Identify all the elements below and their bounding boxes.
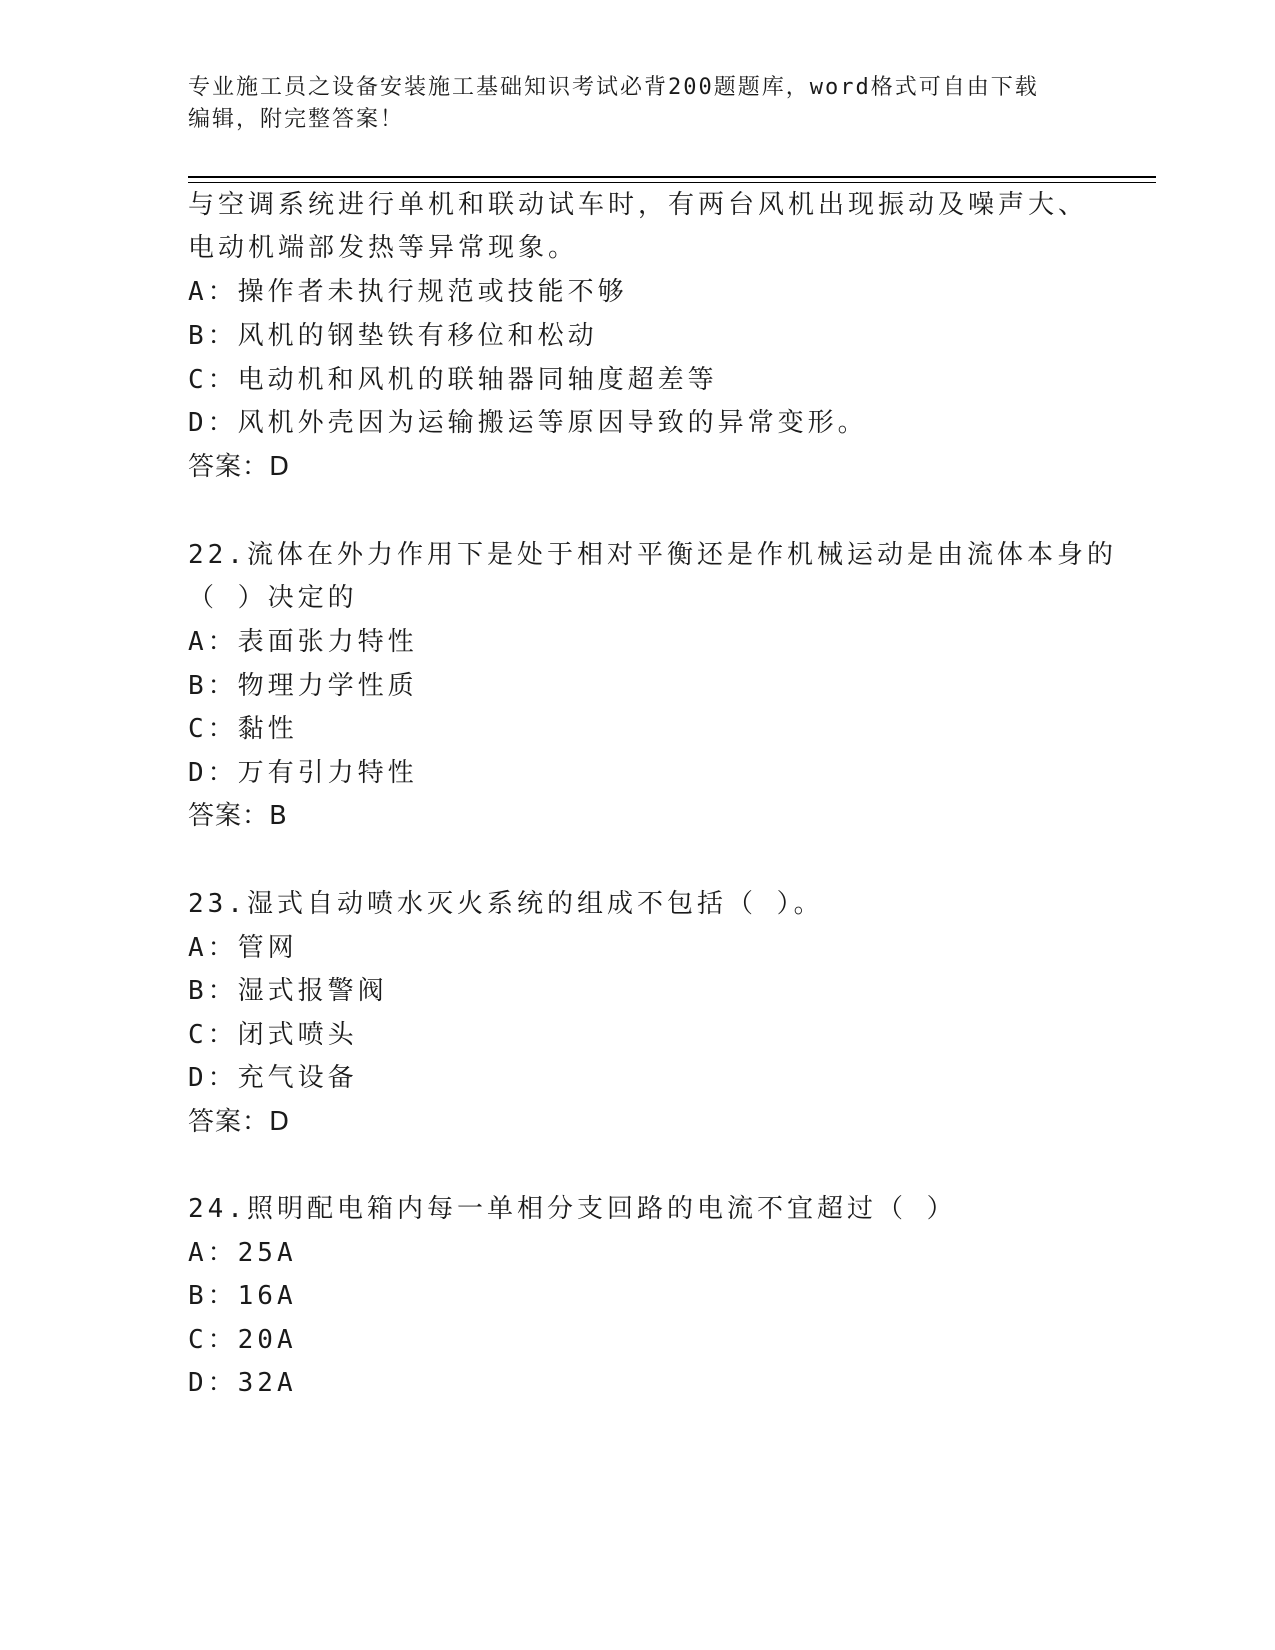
header-divider-thin [188, 182, 1156, 183]
q23-option-c: C：闭式喷头 [188, 1020, 358, 1050]
q22-answer: 答案：B [188, 801, 288, 831]
q22-option-a: A：表面张力特性 [188, 627, 418, 657]
q24-option-d: D：32A [188, 1368, 297, 1398]
q23-option-a: A：管网 [188, 933, 298, 963]
q22-option-c: C：黏性 [188, 714, 298, 744]
q22-option-d: D：万有引力特性 [188, 758, 418, 788]
q24-option-a: A：25A [188, 1238, 297, 1268]
q21-option-c: C：电动机和风机的联轴器同轴度超差等 [188, 365, 718, 395]
header-divider-thick [188, 176, 1156, 178]
q21-stem-line2: 电动机端部发热等异常现象。 [188, 233, 579, 263]
q21-stem-line1: 与空调系统进行单机和联动试车时，有两台风机出现振动及噪声大、 [188, 190, 1089, 220]
q24-option-b: B：16A [188, 1281, 297, 1311]
q23-option-b: B：湿式报警阀 [188, 976, 388, 1006]
q24-stem-line1: 24.照明配电箱内每一单相分支回路的电流不宜超过（ ） [188, 1194, 957, 1224]
header-title-line2: 编辑，附完整答案！ [188, 107, 405, 132]
q21-option-b: B：风机的钢垫铁有移位和松动 [188, 321, 598, 351]
q22-stem-line1: 22.流体在外力作用下是处于相对平衡还是作机械运动是由流体本身的 [188, 540, 1117, 570]
q23-stem-line1: 23.湿式自动喷水灭火系统的组成不包括（ ）。 [188, 889, 824, 919]
header-title-line1: 专业施工员之设备安装施工基础知识考试必背200题题库，word格式可自由下载 [188, 75, 1039, 100]
q23-answer: 答案：D [188, 1107, 291, 1137]
q22-option-b: B：物理力学性质 [188, 671, 418, 701]
q21-option-a: A：操作者未执行规范或技能不够 [188, 277, 628, 307]
document-header [188, 72, 1068, 136]
q24-option-c: C：20A [188, 1325, 297, 1355]
q21-answer: 答案：D [188, 452, 291, 482]
q21-option-d: D：风机外壳因为运输搬运等原因导致的异常变形。 [188, 408, 868, 438]
q23-option-d: D：充气设备 [188, 1063, 358, 1093]
q22-stem-line2: （ ）决定的 [188, 583, 358, 613]
